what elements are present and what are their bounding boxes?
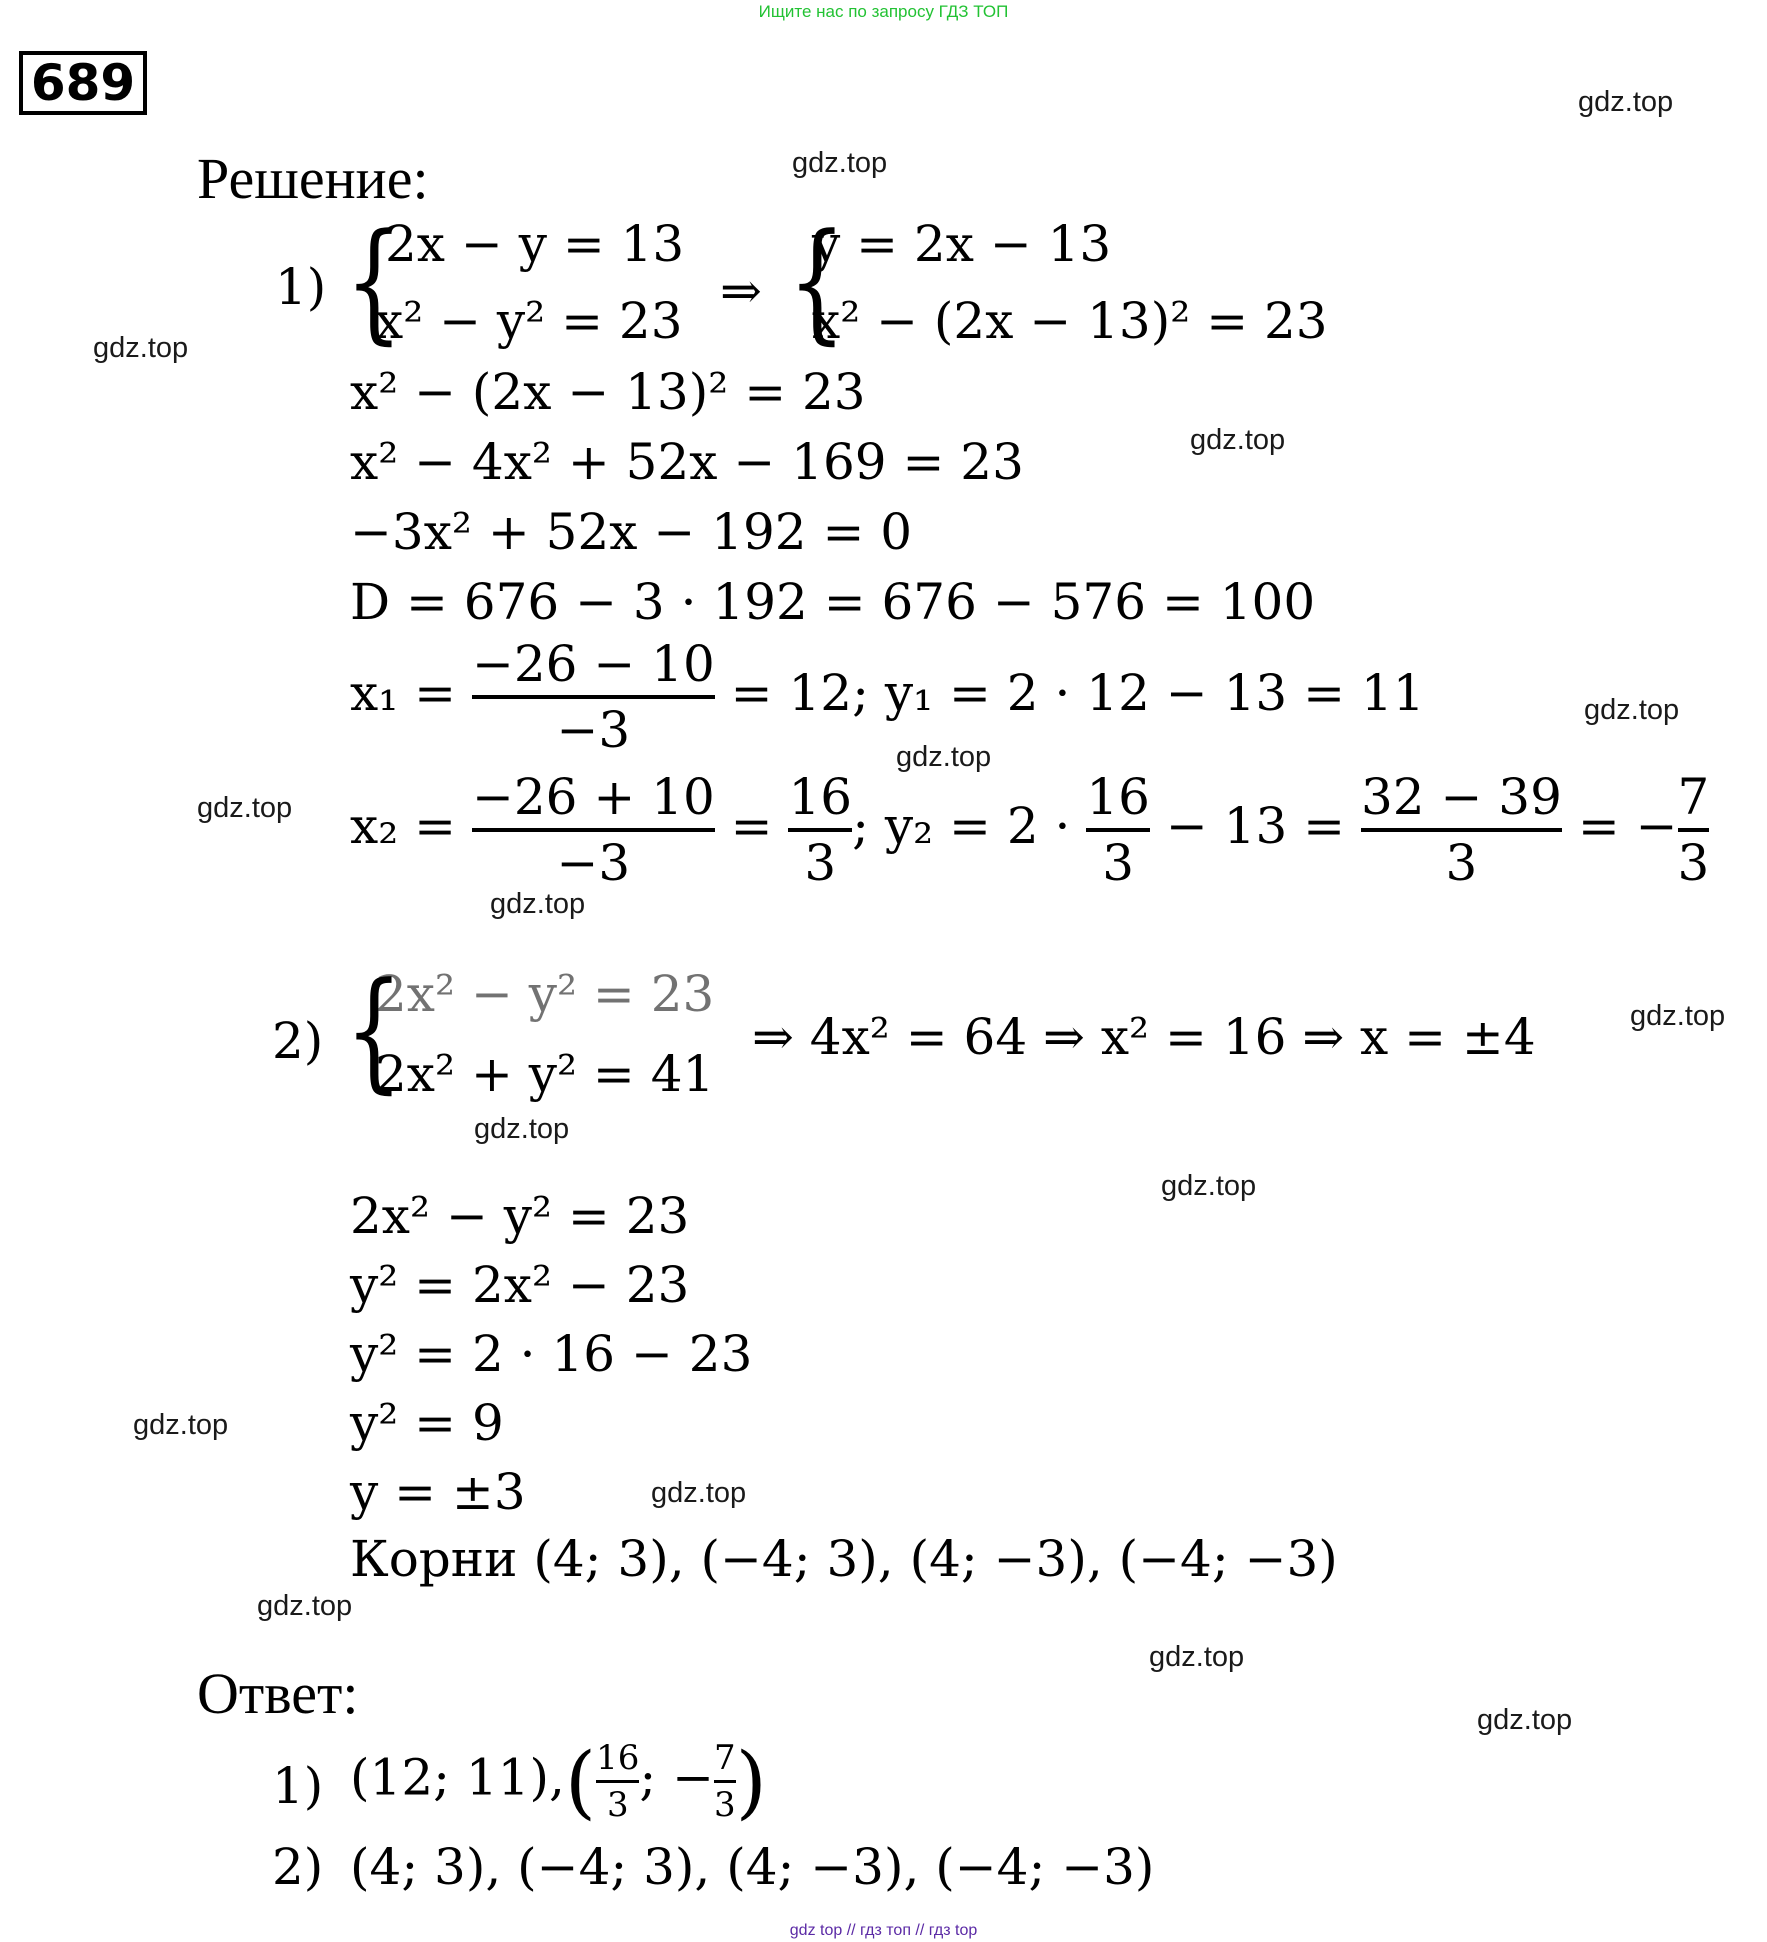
fraction-numerator: 16 — [596, 1738, 640, 1778]
fraction-denominator: −3 — [556, 701, 631, 759]
difference-fraction — [1361, 768, 1562, 892]
fraction-denominator: 3 — [606, 1785, 629, 1825]
watermark: gdz.top — [1477, 1704, 1573, 1736]
fraction-denominator: 3 — [1445, 834, 1478, 892]
fraction-numerator: −26 + 10 — [471, 768, 715, 826]
watermark: gdz.top — [1149, 1641, 1245, 1673]
watermark: gdz.top — [1578, 86, 1674, 118]
part2-system-eq2: 2x² + y² = 41 — [375, 1045, 715, 1103]
step-line: y² = 9 — [350, 1394, 504, 1452]
fraction-bar — [472, 828, 715, 832]
fraction-bar — [788, 828, 852, 832]
answer-fraction — [714, 1738, 736, 1825]
watermark: gdz.top — [1190, 424, 1286, 456]
fraction-bar — [596, 1780, 639, 1783]
watermark: gdz.top — [257, 1590, 353, 1622]
answer1-label: 1) — [272, 1757, 324, 1815]
fraction-denominator: 3 — [1677, 834, 1710, 892]
seven-thirds-fraction — [1678, 768, 1710, 892]
watermark: gdz.top — [651, 1477, 747, 1509]
equals-sign: = — [730, 797, 773, 855]
fraction-denominator: −3 — [556, 834, 631, 892]
fraction-bar — [472, 695, 715, 699]
fraction-numerator: −26 − 10 — [471, 635, 715, 693]
part2-system-eq1: 2x² − y² = 23 — [375, 965, 715, 1023]
part1-label: 1) — [275, 258, 327, 316]
part2-chain: ⇒ 4x² = 64 ⇒ x² = 16 ⇒ x = ±4 — [752, 1008, 1536, 1066]
step-line: −3x² + 52x − 192 = 0 — [350, 503, 913, 561]
step-line: 2x² − y² = 23 — [350, 1187, 690, 1245]
step-line: y = ±3 — [350, 1463, 526, 1521]
answer-fraction — [596, 1738, 639, 1825]
sixteen-thirds-fraction — [1086, 768, 1150, 892]
system-brace: { — [345, 205, 403, 357]
x2-line — [350, 768, 1709, 892]
discriminant-line: D = 676 − 3 · 192 = 676 − 576 = 100 — [350, 573, 1316, 631]
open-paren: ( — [564, 1735, 597, 1828]
system-b-eq2: x² − (2x − 13)² = 23 — [812, 292, 1328, 350]
step-line: y² = 2 · 16 − 23 — [350, 1325, 753, 1383]
watermark: gdz.top — [490, 888, 586, 920]
watermark: gdz.top — [792, 147, 888, 179]
implies-arrow: ⇒ — [720, 262, 762, 320]
watermark: gdz.top — [474, 1113, 570, 1145]
system-brace: { — [345, 954, 403, 1106]
step-line: x² − (2x − 13)² = 23 — [350, 363, 866, 421]
fraction-denominator: 3 — [1102, 834, 1135, 892]
fraction-numerator: 32 − 39 — [1360, 768, 1562, 826]
answer1-separator: ; − — [639, 1748, 715, 1807]
top-banner: Ищите нас по запросу ГДЗ ТОП — [758, 2, 1009, 21]
watermark: gdz.top — [197, 792, 293, 824]
answer1-line — [350, 1735, 767, 1828]
x2-lhs: x₂ = — [350, 797, 457, 855]
x1-line — [350, 635, 1425, 759]
fraction-denominator: 3 — [804, 834, 837, 892]
x2-fraction — [472, 768, 715, 892]
answer-heading: Ответ: — [197, 1661, 359, 1726]
y2-mid: ; y₂ = 2 · — [852, 797, 1071, 855]
roots-line: Корни (4; 3), (−4; 3), (4; −3), (−4; −3) — [350, 1530, 1338, 1588]
fraction-bar — [1086, 828, 1150, 832]
problem-number: 689 — [19, 51, 147, 115]
fraction-numerator: 7 — [1677, 768, 1710, 826]
watermark: gdz.top — [133, 1409, 229, 1441]
watermark: gdz.top — [1584, 694, 1680, 726]
watermark: gdz.top — [1630, 1000, 1726, 1032]
step-line: y² = 2x² − 23 — [350, 1256, 690, 1314]
equals-minus: = − — [1577, 797, 1678, 855]
fraction-bar — [1678, 828, 1710, 832]
minus-13: − 13 = — [1165, 797, 1346, 855]
step-line: x² − 4x² + 52x − 169 = 23 — [350, 433, 1024, 491]
fraction-numerator: 16 — [788, 768, 853, 826]
x1-fraction — [472, 635, 715, 759]
system-b-eq1: y = 2x − 13 — [812, 215, 1112, 273]
fraction-denominator: 3 — [714, 1785, 736, 1825]
x1-lhs: x₁ = — [350, 664, 457, 722]
watermark: gdz.top — [896, 741, 992, 773]
fraction-bar — [714, 1780, 736, 1783]
answer1-pair: (12; 11), — [350, 1748, 565, 1807]
watermark: gdz.top — [1161, 1170, 1257, 1202]
watermark: gdz.top — [93, 332, 189, 364]
solution-heading: Решение: — [197, 146, 429, 211]
system-brace: { — [788, 205, 846, 357]
x1-rest: = 12; y₁ = 2 · 12 − 13 = 11 — [730, 664, 1425, 722]
part2-label: 2) — [272, 1012, 324, 1070]
system-a-eq2: x² − y² = 23 — [375, 292, 683, 350]
fraction-numerator: 16 — [1086, 768, 1150, 826]
answer2-line: (4; 3), (−4; 3), (4; −3), (−4; −3) — [350, 1838, 1155, 1896]
fraction-numerator: 7 — [714, 1738, 736, 1778]
footer-banner: gdz top // гдз топ // гдз top — [789, 1922, 978, 1939]
sixteen-thirds-fraction — [788, 768, 852, 892]
fraction-bar — [1361, 828, 1562, 832]
system-a-eq1: 2x − y = 13 — [385, 215, 685, 273]
close-paren: ) — [735, 1735, 767, 1828]
answer2-label: 2) — [272, 1838, 324, 1896]
